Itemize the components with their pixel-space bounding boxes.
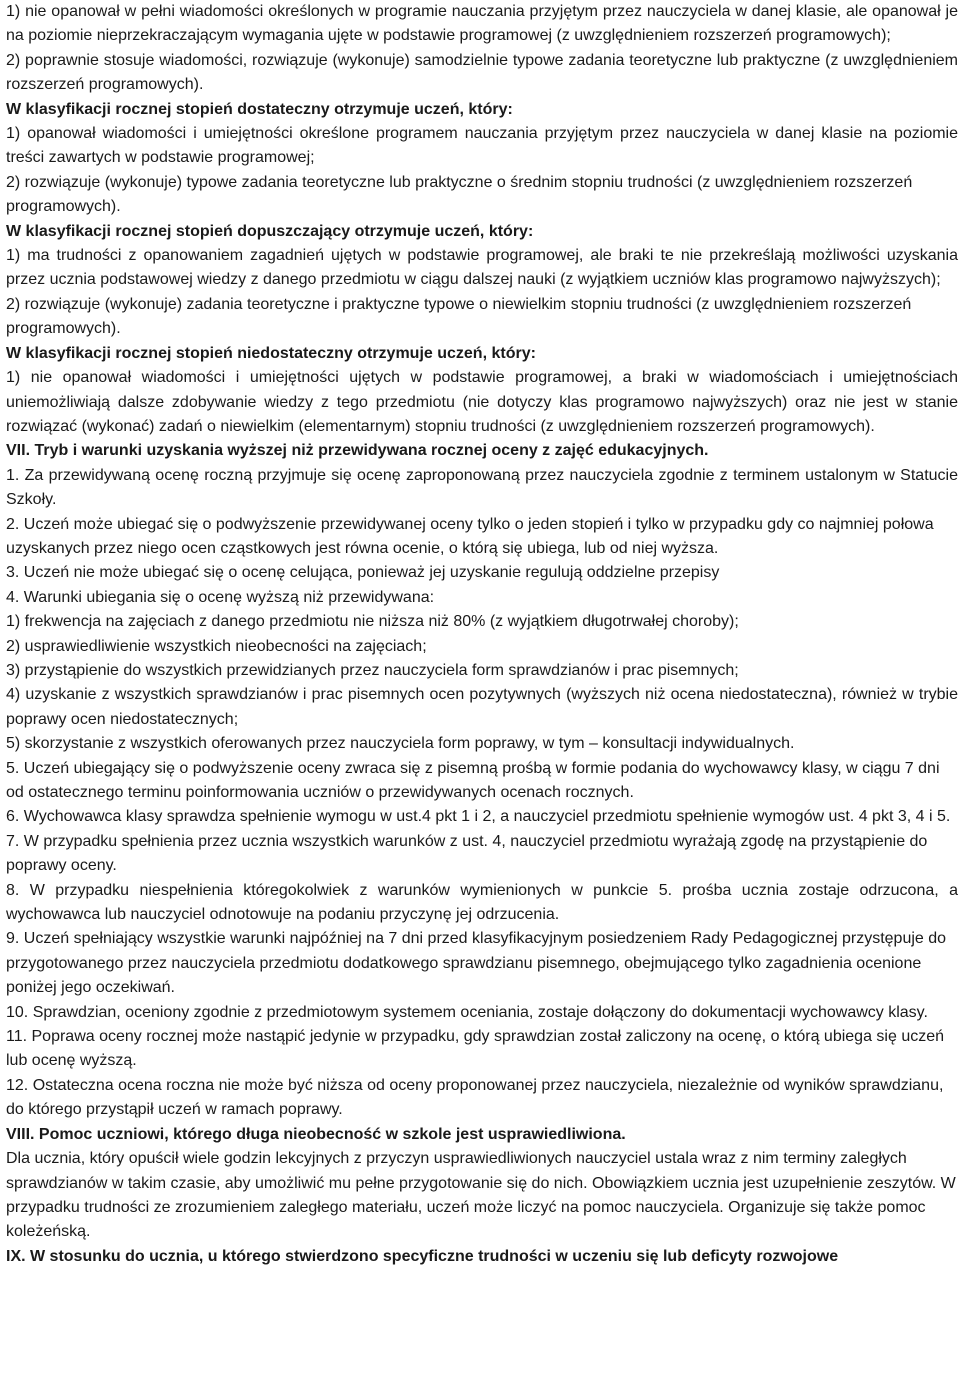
paragraph: 1) nie opanował wiadomości i umiejętności ujętych w podstawie programowej, a braki w wiadomościach i umiejętnościach uniemożliwiają dalsze zdobywanie wiedzy z tego przedmiotu (nie dotyczy klas programowo najwyższych) oraz nie jest w stanie rozwiązać (wykonać) zadań o niewielkim (elementarnym) stopniu trudności (z uwzględnieniem rozszerzeń programowych). bbox=[6, 369, 958, 435]
document-page bbox=[6, 0, 958, 1269]
list-item: 5) skorzystanie z wszystkich oferowanych przez nauczyciela form poprawy, w tym – konsultacji indywidualnych. bbox=[6, 735, 795, 753]
section-heading: W klasyfikacji rocznej stopień dopuszczający otrzymuje uczeń, który: bbox=[6, 222, 534, 240]
paragraph: 7. W przypadku spełnienia przez ucznia wszystkich warunków z ust. 4, nauczyciel przedmiotu wyrażają zgodę na przystąpienie do poprawy oceny. bbox=[6, 832, 928, 875]
chapter-heading: VII. Tryb i warunki uzyskania wyższej niż przewidywana rocznej oceny z zajęć edukacyjnych. bbox=[6, 442, 709, 460]
list-item: 1) frekwencja na zajęciach z danego przedmiotu nie niższa niż 80% (z wyjątkiem długotrwałej choroby); bbox=[6, 613, 739, 631]
paragraph: 11. Poprawa oceny rocznej może nastąpić jedynie w przypadku, gdy sprawdzian został zaliczony na ocenę, o którą ubiega się uczeń lub ocenę wyższą. bbox=[6, 1028, 945, 1070]
paragraph: 8. W przypadku niespełnienia któregokolwiek z warunków wymienionych w punkcie 5. prośba ucznia zostaje odrzucona, a wychowawca lub nauczyciel odnotowuje na podaniu przyczynę jej odrzucenia. bbox=[6, 881, 958, 924]
section-heading: W klasyfikacji rocznej stopień niedostateczny otrzymuje uczeń, który: bbox=[6, 344, 536, 362]
paragraph: 10. Sprawdzian, oceniony zgodnie z przedmiotowym systemem oceniania, zostaje dołączony do dokumentacji wychowawcy klasy. bbox=[6, 1003, 928, 1021]
paragraph: 1) nie opanował w pełni wiadomości określonych w programie nauczania przyjętym przez nauczyciela w danej klasie, ale opanował je na poziomie nieprzekraczającym wymagania ujęte w podstawie programowej (z uwzględnieniem rozszerzeń programowych); bbox=[6, 3, 958, 45]
list-item: 3) przystąpienie do wszystkich przewidzianych przez nauczyciela form sprawdzianów i prac pisemnych; bbox=[6, 661, 739, 679]
chapter-heading: IX. W stosunku do ucznia, u którego stwierdzono specyficzne trudności w uczeniu się lub deficyty rozwojowe bbox=[6, 1247, 839, 1265]
paragraph: 6. Wychowawca klasy sprawdza spełnienie wymogu w ust.4 pkt 1 i 2, a nauczyciel przedmiotu spełnienie wymogów ust. 4 pkt 3, 4 i 5. bbox=[6, 808, 951, 826]
paragraph: 2) rozwiązuje (wykonuje) typowe zadania teoretyczne lub praktyczne o średnim stopniu trudności (z uwzględnieniem rozszerzeń programowych). bbox=[6, 173, 913, 216]
paragraph: 2. Uczeń może ubiegać się o podwyższenie przewidywanej oceny tylko o jeden stopień i tylko w przypadku gdy co najmniej połowa uzyskanych przez niego ocen cząstkowych jest równa ocenie, o którą się ubiega, lub od niej wyższa. bbox=[6, 515, 934, 557]
paragraph: 1. Za przewidywaną ocenę roczną przyjmuje się ocenę zaproponowaną przez nauczyciela zgodnie z terminem ustalonym w Statucie Szkoły. bbox=[6, 466, 958, 509]
paragraph: 1) ma trudności z opanowaniem zagadnień ujętych w podstawie programowej, ale braki te nie przekreślają możliwości uzyskania przez ucznia podstawowej wiedzy z danego przedmiotu w ciągu dalszej nauki (z wyjątkiem uczniów klas programowo najwyższych); bbox=[6, 247, 958, 289]
paragraph: 1) opanował wiadomości i umiejętności określone programem nauczania przyjętym przez nauczyciela w danej klasie na poziomie treści zawartych w podstawie programowej; bbox=[6, 125, 958, 167]
paragraph: 2) poprawnie stosuje wiadomości, rozwiązuje (wykonuje) samodzielnie typowe zadania teoretyczne lub praktyczne (z uwzględnieniem rozszerzeń programowych). bbox=[6, 51, 958, 94]
paragraph: Dla ucznia, który opuścił wiele godzin lekcyjnych z przyczyn usprawiedliwionych nauczyciel ustala wraz z nim terminy zaległych sprawdzianów w takim czasie, aby umożliwić mu pełne przygotowanie się do nich. Obowiązkiem ucznia jest uzupełnienie zeszytów. W przypadku trudności ze zrozumieniem zaległego materiału, uczeń może liczyć na pomoc nauczyciela. Organizuje się także pomoc koleżeńską. bbox=[6, 1150, 956, 1241]
list-item: 2) usprawiedliwienie wszystkich nieobecności na zajęciach; bbox=[6, 637, 427, 655]
paragraph: 5. Uczeń ubiegający się o podwyższenie oceny zwraca się z pisemną prośbą w formie podania do wychowawcy klasy, w ciągu 7 dni od ostatecznego terminu poinformowania uczniów o przewidywanych ocenach rocznych. bbox=[6, 759, 940, 801]
chapter-heading: VIII. Pomoc uczniowi, którego długa nieobecność w szkole jest usprawiedliwiona. bbox=[6, 1125, 626, 1143]
list-item: 4) uzyskanie z wszystkich sprawdzianów i prac pisemnych ocen pozytywnych (wyższych niż ocena niedostateczna), również w trybie poprawy ocen niedostatecznych; bbox=[6, 686, 958, 728]
section-heading: W klasyfikacji rocznej stopień dostateczny otrzymuje uczeń, który: bbox=[6, 100, 513, 118]
paragraph: 12. Ostateczna ocena roczna nie może być niższa od oceny proponowanej przez nauczyciela, niezależnie od wyników sprawdzianu, do którego przystąpił uczeń w ramach poprawy. bbox=[6, 1076, 944, 1119]
paragraph: 9. Uczeń spełniający wszystkie warunki najpóźniej na 7 dni przed klasyfikacyjnym posiedzeniem Rady Pedagogicznej przystępuje do przygotowanego przez nauczyciela przedmiotu dodatkowego sprawdzianu pisemnego, obejmującego tylko zagadnienia ocenione poniżej jego oczekiwań. bbox=[6, 930, 947, 997]
paragraph: 4. Warunki ubiegania się o ocenę wyższą niż przewidywana: bbox=[6, 588, 435, 606]
paragraph: 2) rozwiązuje (wykonuje) zadania teoretyczne i praktyczne typowe o niewielkim stopniu trudności (z uwzględnieniem rozszerzeń programowych). bbox=[6, 295, 912, 338]
paragraph: 3. Uczeń nie może ubiegać się o ocenę celująca, ponieważ jej uzyskanie regulują oddzielne przepisy bbox=[6, 564, 720, 582]
